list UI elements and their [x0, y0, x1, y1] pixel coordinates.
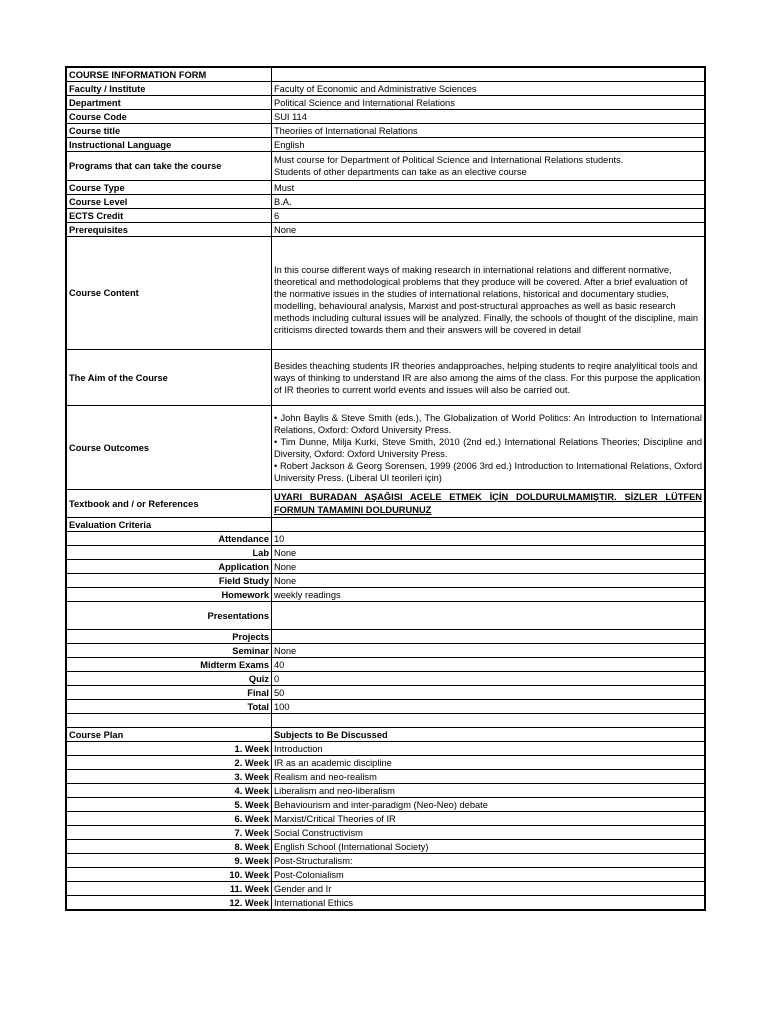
- evaluation-label: Final: [66, 686, 272, 700]
- language-value: English: [272, 138, 706, 152]
- course-outcomes-value: [272, 406, 706, 490]
- course-title-row: [66, 124, 705, 138]
- course-plan-label: Course Plan: [66, 728, 272, 742]
- outcome-item: • Tim Dunne, Milja Kurki, Steve Smith, 2010 (2nd ed.) International Relations Theories; Discipline and Diversity, Oxford: Oxford University Press.: [274, 436, 702, 459]
- week-label: 6. Week: [66, 812, 272, 826]
- course-information-form: [65, 66, 702, 911]
- evaluation-label: Quiz: [66, 672, 272, 686]
- course-level-value: B.A.: [272, 195, 706, 209]
- week-subject: Behaviourism and inter-paradigm (Neo-Neo) debate: [272, 798, 706, 812]
- outcome-item: • John Baylis & Steve Smith (eds.), The Globalization of World Politics: An Introduction to International Relations, Oxford: Oxford University Press.: [274, 412, 702, 435]
- week-row: [66, 896, 705, 911]
- textbook-row: [66, 490, 705, 518]
- week-label: 7. Week: [66, 826, 272, 840]
- week-label: 10. Week: [66, 868, 272, 882]
- evaluation-value: [272, 630, 706, 644]
- evaluation-value: None: [272, 644, 706, 658]
- evaluation-value: 0: [272, 672, 706, 686]
- course-content-row: [66, 237, 705, 350]
- week-subject: Post-Structuralism:: [272, 854, 706, 868]
- form-title: COURSE INFORMATION FORM: [66, 67, 272, 82]
- week-row: [66, 812, 705, 826]
- department-label: Department: [66, 96, 272, 110]
- textbook-value: [272, 490, 706, 518]
- course-title-value: Theoriies of International Relations: [272, 124, 706, 138]
- faculty-label: Faculty / Institute: [66, 82, 272, 96]
- evaluation-value: weekly readings: [272, 588, 706, 602]
- course-form-table: [65, 66, 706, 911]
- course-aim-label: The Aim of the Course: [66, 350, 272, 406]
- ects-label: ECTS Credit: [66, 209, 272, 223]
- programs-line-1: Must course for Department of Political Science and International Relations students.: [274, 155, 624, 165]
- course-outcomes-label: Course Outcomes: [66, 406, 272, 490]
- evaluation-row: [66, 644, 705, 658]
- warning-line-1: UYARI BURADAN AŞAĞISI ACELE ETMEK İÇİN DOLDURULMAMIŞTIR. SİZLER LÜTFEN: [274, 491, 702, 502]
- week-label: 8. Week: [66, 840, 272, 854]
- week-row: [66, 742, 705, 756]
- evaluation-label: Lab: [66, 546, 272, 560]
- evaluation-row: [66, 686, 705, 700]
- department-row: [66, 96, 705, 110]
- outcome-item: • Robert Jackson & Georg Sorensen, 1999 (2006 3rd ed.) Introduction to International Relations, Oxford University Press. (Liberal UI teorileri için): [274, 460, 702, 483]
- week-label: 9. Week: [66, 854, 272, 868]
- course-type-row: [66, 181, 705, 195]
- programs-label: Programs that can take the course: [66, 152, 272, 181]
- course-code-label: Course Code: [66, 110, 272, 124]
- week-label: 4. Week: [66, 784, 272, 798]
- week-row: [66, 784, 705, 798]
- evaluation-value: 50: [272, 686, 706, 700]
- course-aim-value: Besides theaching students IR theories andapproaches, helping students to reqire analylitical tools and ways of thinking to understand IR are also among the aims of the class. For this purpose the application of IR theories to current world events and issues will also be carried out.: [272, 350, 706, 406]
- warning-line-2: FORMUN TAMAMINI DOLDURUNUZ: [274, 504, 432, 515]
- presentations-row: [66, 602, 705, 630]
- department-value: Political Science and International Relations: [272, 96, 706, 110]
- week-row: [66, 882, 705, 896]
- programs-line-2: Students of other departments can take as an elective course: [274, 167, 527, 177]
- evaluation-row: [66, 630, 705, 644]
- programs-value: [272, 152, 706, 181]
- week-row: [66, 770, 705, 784]
- evaluation-value: None: [272, 546, 706, 560]
- evaluation-label: Projects: [66, 630, 272, 644]
- course-content-value: In this course different ways of making research in international relations and different normative, theoretical and methodological problems that they produce will be covered. After a brief evaluation of the normative issues in the studies of international relations, historical and documentary studies, modelling, behavioural analysis, Marxist and post-structural approaches as well as basic research methods including cultural issues will be analyzed. Finally, the schools of thought of the discipline, main criticisms directed towards them and their answers will be covered in detail: [272, 237, 706, 350]
- prerequisites-label: Prerequisites: [66, 223, 272, 237]
- evaluation-row: [66, 658, 705, 672]
- course-outcomes-row: [66, 406, 705, 490]
- faculty-value: Faculty of Economic and Administrative Sciences: [272, 82, 706, 96]
- evaluation-value: 10: [272, 532, 706, 546]
- week-row: [66, 868, 705, 882]
- course-code-value: SUI 114: [272, 110, 706, 124]
- course-code-row: [66, 110, 705, 124]
- week-subject: English School (International Society): [272, 840, 706, 854]
- programs-row: [66, 152, 705, 181]
- evaluation-row: [66, 700, 705, 714]
- prerequisites-value: None: [272, 223, 706, 237]
- evaluation-label: Attendance: [66, 532, 272, 546]
- week-label: 1. Week: [66, 742, 272, 756]
- course-content-label: Course Content: [66, 237, 272, 350]
- evaluation-criteria-row: [66, 518, 705, 532]
- spacer-row: [66, 714, 705, 728]
- evaluation-label: Application: [66, 560, 272, 574]
- week-subject: IR as an academic discipline: [272, 756, 706, 770]
- evaluation-criteria-label: Evaluation Criteria: [66, 518, 272, 532]
- course-level-label: Course Level: [66, 195, 272, 209]
- course-type-label: Course Type: [66, 181, 272, 195]
- course-aim-row: [66, 350, 705, 406]
- course-title-label: Course title: [66, 124, 272, 138]
- week-row: [66, 840, 705, 854]
- evaluation-label: Homework: [66, 588, 272, 602]
- week-label: 12. Week: [66, 896, 272, 911]
- evaluation-label: Total: [66, 700, 272, 714]
- week-subject: Social Constructivism: [272, 826, 706, 840]
- week-subject: Marxist/Critical Theories of IR: [272, 812, 706, 826]
- course-type-value: Must: [272, 181, 706, 195]
- ects-value: 6: [272, 209, 706, 223]
- evaluation-label: Field Study: [66, 574, 272, 588]
- week-label: 11. Week: [66, 882, 272, 896]
- evaluation-row: [66, 574, 705, 588]
- week-label: 5. Week: [66, 798, 272, 812]
- ects-row: [66, 209, 705, 223]
- evaluation-label: Seminar: [66, 644, 272, 658]
- evaluation-row: [66, 560, 705, 574]
- evaluation-value: 40: [272, 658, 706, 672]
- evaluation-row: [66, 588, 705, 602]
- subjects-header: Subjects to Be Discussed: [272, 728, 706, 742]
- week-subject: International Ethics: [272, 896, 706, 911]
- week-subject: Post-Colonialism: [272, 868, 706, 882]
- week-row: [66, 854, 705, 868]
- week-subject: Gender and Ir: [272, 882, 706, 896]
- language-label: Instructional Language: [66, 138, 272, 152]
- week-row: [66, 798, 705, 812]
- form-title-row: [66, 67, 705, 82]
- evaluation-row: [66, 532, 705, 546]
- faculty-row: [66, 82, 705, 96]
- week-label: 3. Week: [66, 770, 272, 784]
- evaluation-value: 100: [272, 700, 706, 714]
- evaluation-label: Midterm Exams: [66, 658, 272, 672]
- evaluation-value: None: [272, 560, 706, 574]
- week-subject: Liberalism and neo-liberalism: [272, 784, 706, 798]
- course-plan-header-row: [66, 728, 705, 742]
- evaluation-row: [66, 546, 705, 560]
- prerequisites-row: [66, 223, 705, 237]
- presentations-label: Presentations: [66, 602, 272, 630]
- textbook-label: Textbook and / or References: [66, 490, 272, 518]
- week-row: [66, 756, 705, 770]
- language-row: [66, 138, 705, 152]
- week-row: [66, 826, 705, 840]
- week-subject: Realism and neo-realism: [272, 770, 706, 784]
- evaluation-row: [66, 672, 705, 686]
- evaluation-value: None: [272, 574, 706, 588]
- course-level-row: [66, 195, 705, 209]
- week-label: 2. Week: [66, 756, 272, 770]
- week-subject: Introduction: [272, 742, 706, 756]
